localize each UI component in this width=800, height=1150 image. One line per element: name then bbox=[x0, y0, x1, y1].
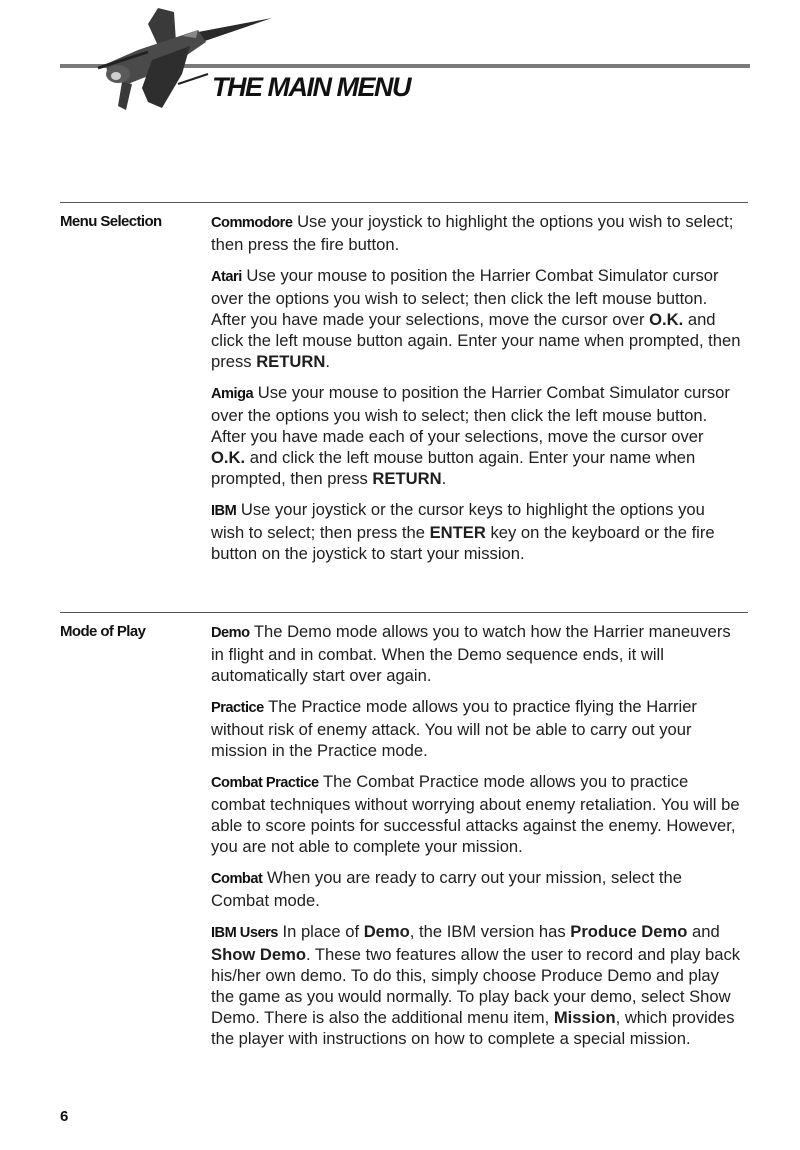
keyword-show-demo: Show Demo bbox=[211, 945, 306, 964]
paragraph-text: and bbox=[687, 922, 720, 941]
keyword-produce-demo: Produce Demo bbox=[570, 922, 688, 941]
keyword-demo: Demo bbox=[363, 922, 410, 941]
page-number: 6 bbox=[60, 1108, 69, 1125]
platform-paragraph-amiga bbox=[211, 382, 741, 489]
keyword-return: RETURN bbox=[372, 469, 442, 488]
keyword-enter: ENTER bbox=[429, 523, 486, 542]
paragraph-text: The Combat Practice mode allows you to practice combat techniques without worrying about enemy retaliation. You will be able to score points for successful attacks against the enemy. However, you are not able to complete your mission. bbox=[211, 772, 740, 856]
mode-term: Practice bbox=[211, 700, 264, 716]
platform-term: Commodore bbox=[211, 215, 293, 231]
paragraph-text: Use your joystick or the cursor keys to highlight the options you wish to select; then press the bbox=[211, 500, 705, 542]
platform-paragraph-ibm bbox=[211, 499, 741, 564]
paragraph-text: Use your mouse to position the Harrier Combat Simulator cursor over the options you wish to select; then click the left mouse button. After you have made each of your selections, move the cursor over bbox=[211, 383, 730, 446]
keyword-mission: Mission bbox=[553, 1008, 616, 1027]
mode-term: Demo bbox=[211, 625, 250, 641]
mode-term: Combat bbox=[211, 871, 263, 887]
keyword-return: RETURN bbox=[256, 352, 326, 371]
section-mode-of-play bbox=[60, 612, 748, 1093]
mode-paragraph-combat bbox=[211, 867, 741, 911]
mode-paragraph-demo bbox=[211, 621, 741, 686]
section-body bbox=[211, 621, 741, 1059]
paragraph-text: . bbox=[325, 352, 330, 371]
platform-term: Atari bbox=[211, 269, 242, 285]
keyword-ok: O.K. bbox=[211, 448, 246, 467]
paragraph-text: The Practice mode allows you to practice flying the Harrier without risk of enemy attack. You will not be able to carry out your mission in the Practice mode. bbox=[211, 697, 697, 760]
page-title: THE MAIN MENU bbox=[212, 72, 410, 102]
paragraph-text: key on the keyboard or the fire button on the joystick to start your mission. bbox=[211, 523, 715, 563]
paragraph-text: When you are ready to carry out your mission, select the Combat mode. bbox=[211, 868, 682, 910]
platform-paragraph-commodore bbox=[211, 211, 741, 255]
mode-paragraph-combat-practice bbox=[211, 771, 741, 857]
paragraph-text: Use your mouse to position the Harrier Combat Simulator cursor over the options you wish to select; then click the left mouse button. After you have made your selections, move the cursor over bbox=[211, 266, 719, 329]
platform-paragraph-atari bbox=[211, 265, 741, 372]
platform-term: IBM bbox=[211, 503, 237, 519]
section-label: Mode of Play bbox=[60, 623, 146, 640]
paragraph-text: In place of bbox=[282, 922, 364, 941]
platform-term: Amiga bbox=[211, 386, 254, 402]
mode-term: Combat Practice bbox=[211, 775, 319, 791]
mode-term: IBM Users bbox=[211, 925, 278, 941]
keyword-ok: O.K. bbox=[649, 310, 684, 329]
paragraph-text: and click the left mouse button again. Enter your name when prompted, then press bbox=[211, 448, 696, 488]
paragraph-text: and click the left mouse button again. Enter your name when prompted, then press bbox=[211, 310, 741, 371]
paragraph-text: . bbox=[441, 469, 447, 488]
paragraph-text: , which provides the player with instructions on how to complete a special mission. bbox=[211, 1008, 735, 1048]
section-label: Menu Selection bbox=[60, 213, 162, 230]
mode-paragraph-practice bbox=[211, 696, 741, 761]
paragraph-text: , the IBM version has bbox=[409, 922, 571, 941]
mode-paragraph-ibm-users bbox=[211, 921, 741, 1049]
section-body bbox=[211, 211, 741, 574]
paragraph-text: The Demo mode allows you to watch how the Harrier maneuvers in flight and in combat. When the Demo sequence ends, it will automatically start over again. bbox=[211, 622, 731, 685]
paragraph-text: . These two features allow the user to record and play back his/her own demo. To do this, simply choose Produce Demo and play the game as you would normally. To play back your demo, select Show Demo. There is also the additional menu item, bbox=[211, 945, 741, 1027]
section-menu-selection bbox=[60, 202, 748, 603]
paragraph-text: Use your joystick to highlight the options you wish to select; then press the fire button. bbox=[211, 212, 734, 254]
